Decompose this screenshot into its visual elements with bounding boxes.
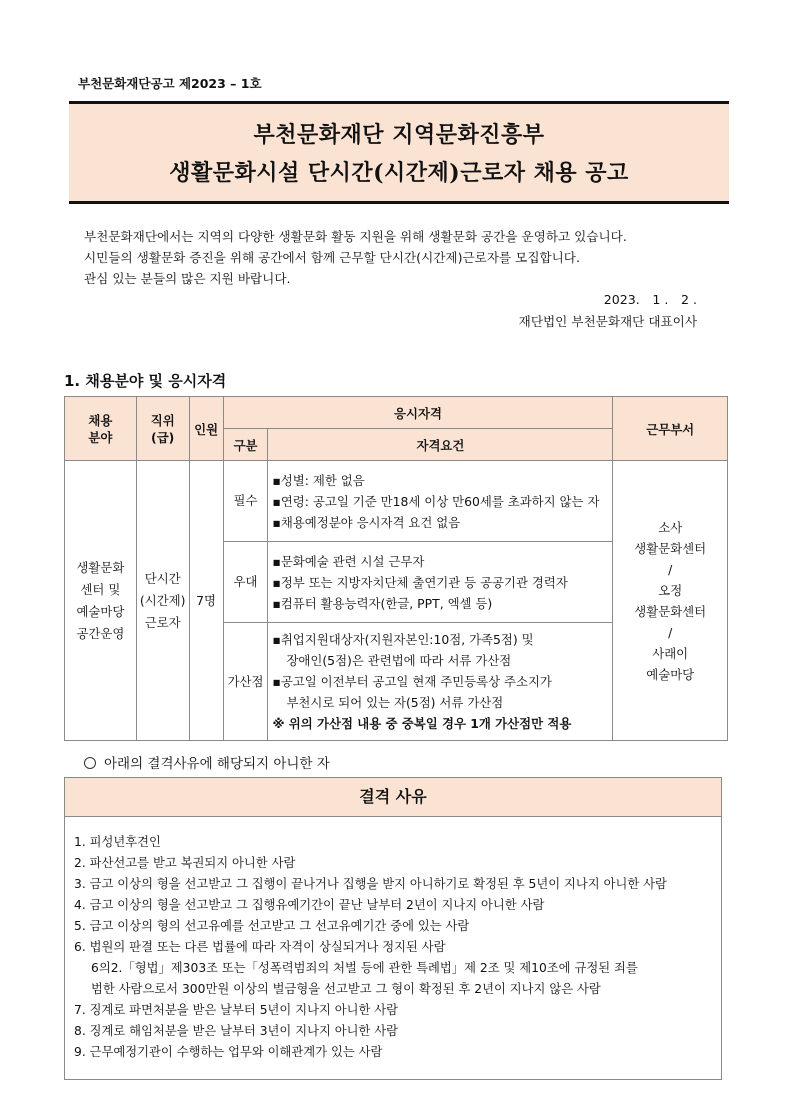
list-item: 9. 근무예정기관이 수행하는 업무와 이해관계가 있는 사람 [74,1045,383,1059]
notice-reference: 부천문화재단공고 제2023 – 1호 [78,76,262,91]
circle-bullet-icon [84,757,96,769]
category-required: 필수 [223,461,268,542]
header-field: 채용 분야 [65,397,137,461]
list-item: 7. 징계로 파면처분을 받은 날부터 5년이 지나지 아니한 사람 [74,1003,399,1017]
page-title-line2: 생활문화시설 단시간(시간제)근로자 채용 공고 [169,160,629,186]
section1-heading: 1. 채용분야 및 응시자격 [64,372,227,390]
list-item: 4. 금고 이상의 형을 선고받고 그 집행유예기간이 끝난 날부터 2년이 지나지 아니한 사람 [74,898,545,912]
title-box [69,101,729,204]
cell-department: 소사 생활문화센터 / 오정 생활문화센터 / 사래이 예술마당 [613,461,728,741]
disqualification-heading: 결격 사유 [65,778,721,817]
bonus-note: ※ 위의 가산점 내용 중 중복일 경우 1개 가산점만 적용 [272,716,572,731]
requirements-required: ▪성별: 제한 없음 ▪연령: 공고일 기준 만18세 이상 만60세를 초과하지 않는 자 ▪채용예정분야 응시자격 요건 없음 [268,461,613,542]
list-item: 6. 법원의 판결 또는 다른 법률에 따라 자격이 상실되거나 정지된 사람 [74,940,446,954]
category-preferred: 우대 [223,542,268,623]
cell-field: 생활문화 센터 및 예술마당 공간운영 [65,461,137,741]
notice-date: 2023. 1 . 2 . [603,292,697,307]
requirements-bonus: ▪취업지원대상자(지원자본인:10점, 가족5점) 및 장애인(5점)은 관련법에 따라 서류 가산점 ▪공고일 이전부터 공고일 현재 주민등록상 주소지가 부천시로 되어 있는 자(5점) 서류 가산점 ※ 위의 가산점 내용 중 중복일 경우 1개 가산점만 적용 [268,623,613,741]
requirements-preferred: ▪문화예술 관련 시설 근무자 ▪정부 또는 지방자치단체 출연기관 등 공공기관 경력자 ▪컴퓨터 활용능력자(한글, PPT, 엑셀 등) [268,542,613,623]
header-category: 구분 [223,429,268,461]
header-headcount: 인원 [189,397,223,461]
intro-line-2: 시민들의 생활문화 증진을 위해 공간에서 함께 근무할 단시간(시간제)근로자를 모집합니다. [84,250,580,265]
list-item: 6의2.「형법」제303조 또는「성폭력범죄의 처벌 등에 관한 특례법」제 2조 및 제10조에 규정된 죄를 [91,961,638,975]
list-item: 2. 파산선고를 받고 복권되지 아니한 사람 [74,856,296,870]
list-item: 범한 사람으로서 300만원 이상의 벌금형을 선고받고 그 형이 확정된 후 2년이 지나지 않은 사람 [91,982,601,996]
disqualification-box [64,777,722,1080]
list-item: 8. 징계로 해임처분을 받은 날부터 3년이 지나지 아니한 사람 [74,1024,399,1038]
list-item: 3. 금고 이상의 형을 선고받고 그 집행이 끝나거나 집행을 받지 아니하기로 확정된 후 5년이 지나지 아니한 사람 [74,877,667,891]
category-bonus: 가산점 [223,623,268,741]
header-position: 직위 (급) [136,397,189,461]
list-item: 1. 피성년후견인 [74,835,161,849]
disqualification-list [74,832,667,1063]
disqualification-intro: 아래의 결격사유에 해당되지 아니한 자 [84,752,330,772]
page-title-line1: 부천문화재단 지역문화진흥부 [253,122,545,148]
recruitment-table [64,396,728,741]
intro-line-1: 부천문화재단에서는 지역의 다양한 생활문화 활동 지원을 위해 생활문화 공간을 운영하고 있습니다. [84,229,627,244]
cell-position: 단시간 (시간제) 근로자 [136,461,189,741]
list-item: 5. 금고 이상의 형의 선고유예를 선고받고 그 선고유예기간 중에 있는 사람 [74,919,470,933]
intro-line-3: 관심 있는 분들의 많은 지원 바랍니다. [84,271,291,286]
header-qualification: 응시자격 [223,397,613,429]
header-requirements: 자격요건 [268,429,613,461]
header-department: 근무부서 [613,397,728,461]
signer: 재단법인 부천문화재단 대표이사 [518,314,697,329]
cell-headcount: 7명 [189,461,223,741]
